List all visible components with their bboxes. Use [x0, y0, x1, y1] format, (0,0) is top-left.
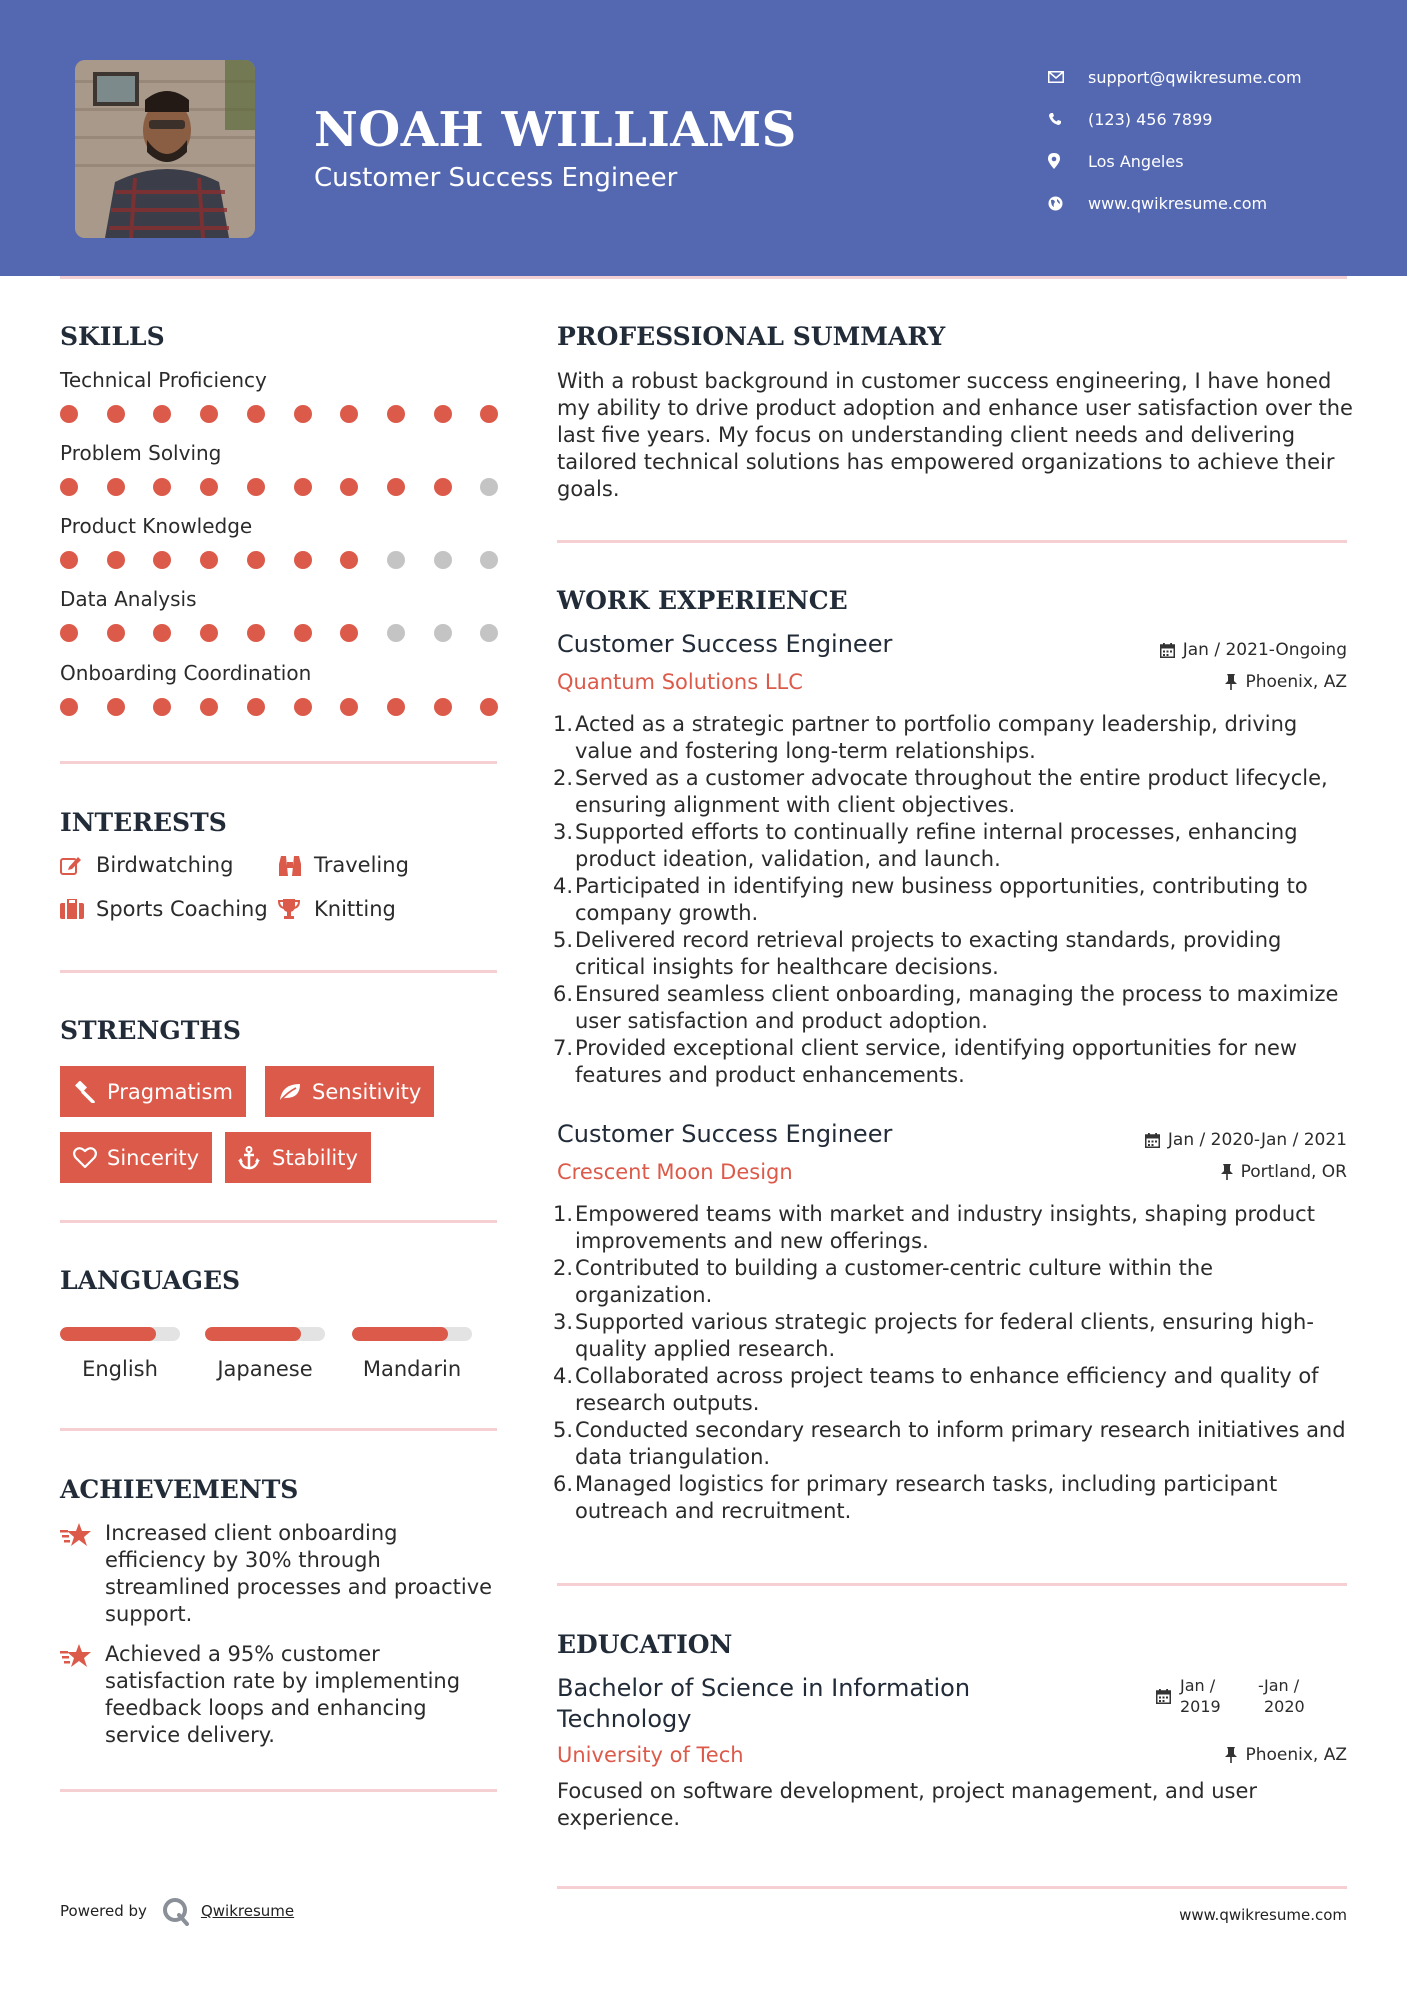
job-location-text: Portland, OR	[1240, 1162, 1347, 1182]
list-item-text: Managed logistics for primary research tasks, including participant outreach and recruitment.	[575, 1472, 1278, 1523]
contact-website-text: www.qwikresume.com	[1088, 193, 1268, 213]
interest-label: Sports Coaching	[96, 897, 268, 921]
skill-dot-filled	[294, 698, 312, 716]
skill-dot-filled	[294, 478, 312, 496]
candidate-name: NOAH WILLIAMS	[314, 102, 797, 158]
job-title: Customer Success Engineer	[557, 1120, 893, 1148]
list-item-text: Provided exceptional client service, identifying opportunities for new features and product enhancements.	[575, 1036, 1298, 1087]
contact-email-text: support@qwikresume.com	[1088, 67, 1302, 87]
language-bar-fill	[60, 1327, 156, 1341]
list-item-text: Empowered teams with market and industry insights, shaping product improvements and new offerings.	[575, 1202, 1315, 1253]
footer-website-link[interactable]: www.qwikresume.com	[1179, 1906, 1347, 1924]
languages-heading: LANGUAGES	[60, 1266, 241, 1295]
list-item-text: Acted as a strategic partner to portfolio company leadership, driving value and fostering long-term relationships.	[575, 712, 1298, 763]
list-item-text: Collaborated across project teams to enhance efficiency and quality of research outputs.	[575, 1364, 1319, 1415]
skill-dot-filled	[200, 405, 218, 423]
skill-dot-filled	[107, 551, 125, 569]
skill-dot-filled	[60, 478, 78, 496]
gavel-icon	[73, 1081, 107, 1103]
language-bar	[205, 1327, 325, 1341]
list-item: 6. Ensured seamless client onboarding, managing the process to maximize user satisfaction and product adoption.	[553, 981, 1353, 1035]
job-location	[1221, 1162, 1347, 1182]
skill-dot-filled	[294, 551, 312, 569]
achievement-text: Increased client onboarding efficiency by 30% through streamlined processes and proactive support.	[105, 1521, 493, 1626]
globe-icon	[1048, 196, 1088, 211]
qwikresume-logo-icon	[161, 1896, 191, 1926]
skill-rating	[60, 476, 500, 496]
skill-dot-filled	[340, 698, 358, 716]
language-name: Japanese	[217, 1357, 313, 1381]
skill-dot-filled	[153, 624, 171, 642]
section-divider	[60, 761, 497, 764]
language-bar	[352, 1327, 472, 1341]
skill-dot-filled	[480, 698, 498, 716]
section-divider	[557, 540, 1347, 543]
skill-dot-empty	[480, 624, 498, 642]
phone-icon	[1048, 112, 1088, 126]
section-divider	[60, 1789, 497, 1792]
list-item-text: Supported various strategic projects for federal clients, ensuring high-quality applied research.	[575, 1310, 1314, 1361]
language-bar	[60, 1327, 180, 1341]
skill-dot-filled	[153, 551, 171, 569]
list-item: 7. Provided exceptional client service, identifying opportunities for new features and product enhancements.	[553, 1035, 1353, 1089]
job-dates-text: Jan / 2020-Jan / 2021	[1167, 1130, 1347, 1150]
list-item: 1. Empowered teams with market and industry insights, shaping product improvements and new offerings.	[553, 1201, 1353, 1255]
education-heading: EDUCATION	[557, 1630, 733, 1659]
skill-dot-filled	[200, 698, 218, 716]
qwikresume-link[interactable]: Qwikresume	[200, 1902, 295, 1920]
education-degree: Bachelor of Science in Information Technology	[557, 1674, 971, 1733]
skill-dot-empty	[434, 624, 452, 642]
skill-dot-empty	[387, 551, 405, 569]
job-dates	[1160, 640, 1347, 660]
list-item: 2. Served as a customer advocate throughout the entire product lifecycle, ensuring alignment with client objectives.	[553, 765, 1353, 819]
achievements-heading: ACHIEVEMENTS	[60, 1475, 299, 1504]
skill-dot-filled	[480, 405, 498, 423]
anchor-icon	[238, 1146, 272, 1170]
briefcase-icon	[60, 899, 96, 919]
strength-tag	[60, 1066, 246, 1117]
skill-dot-filled	[340, 551, 358, 569]
list-item: 5. Delivered record retrieval projects to exacting standards, providing critical insights for healthcare decisions.	[553, 927, 1353, 981]
list-item-text: Participated in identifying new business opportunities, contributing to company growth.	[575, 874, 1308, 925]
summary-heading: PROFESSIONAL SUMMARY	[557, 322, 946, 351]
skill-dot-empty	[387, 624, 405, 642]
list-item: 4. Collaborated across project teams to enhance efficiency and quality of research outputs.	[553, 1363, 1353, 1417]
skill-dot-filled	[60, 551, 78, 569]
interests-heading: INTERESTS	[60, 808, 227, 837]
list-item: 6. Managed logistics for primary research tasks, including participant outreach and recruitment.	[553, 1471, 1353, 1525]
job-responsibilities	[553, 711, 1353, 1089]
skill-dot-filled	[340, 624, 358, 642]
skill-dot-filled	[107, 624, 125, 642]
interest-item	[278, 853, 409, 877]
skill-dot-filled	[387, 405, 405, 423]
education-location	[1225, 1745, 1347, 1765]
education-location-text: Phoenix, AZ	[1245, 1745, 1347, 1765]
calendar-icon	[1156, 1689, 1171, 1708]
skill-rating	[60, 696, 500, 716]
leaf-icon	[278, 1082, 312, 1102]
contact-website[interactable]	[1048, 182, 1302, 224]
job-dates	[1145, 1130, 1347, 1150]
achievement-text: Achieved a 95% customer satisfaction rate by implementing feedback loops and enhancing service delivery.	[105, 1642, 461, 1747]
section-divider	[557, 1886, 1347, 1889]
powered-by-label: Powered by	[60, 1902, 147, 1920]
language-bar-fill	[352, 1327, 448, 1341]
job-responsibilities	[553, 1201, 1353, 1525]
language-name: English	[82, 1357, 158, 1381]
header-banner	[0, 0, 1407, 276]
map-pin-icon	[1048, 153, 1088, 169]
trophy-icon	[278, 898, 314, 920]
language-name: Mandarin	[362, 1357, 462, 1381]
strength-tag	[60, 1132, 212, 1183]
skill-dot-filled	[107, 405, 125, 423]
skill-dot-filled	[153, 478, 171, 496]
education-end-date: Jan / 2020	[1264, 1676, 1305, 1716]
list-item: 5. Conducted secondary research to inform primary research initiatives and data triangulation.	[553, 1417, 1353, 1471]
interest-item	[60, 897, 268, 921]
list-item: 4. Participated in identifying new business opportunities, contributing to company growth.	[553, 873, 1353, 927]
list-item-text: Delivered record retrieval projects to exacting standards, providing critical insights for healthcare decisions.	[575, 928, 1282, 979]
interest-label: Knitting	[314, 897, 396, 921]
skill-name: Product Knowledge	[60, 514, 253, 538]
binoculars-icon	[278, 854, 314, 876]
skill-dot-filled	[60, 698, 78, 716]
candidate-title: Customer Success Engineer	[314, 163, 678, 193]
section-divider	[60, 1220, 497, 1223]
strength-label: Sensitivity	[312, 1079, 422, 1104]
calendar-icon	[1160, 643, 1175, 658]
strength-tag	[225, 1132, 371, 1183]
job-company: Crescent Moon Design	[557, 1160, 793, 1184]
skill-dot-filled	[434, 478, 452, 496]
contact-location-text: Los Angeles	[1088, 151, 1184, 171]
list-item: 1. Acted as a strategic partner to portfolio company leadership, driving value and fostering long-term relationships.	[553, 711, 1353, 765]
contact-phone[interactable]	[1048, 98, 1302, 140]
list-item-text: Served as a customer advocate throughout the entire product lifecycle, ensuring alignment with client objectives.	[575, 766, 1328, 817]
calendar-icon	[1145, 1133, 1160, 1148]
contact-email[interactable]	[1048, 56, 1302, 98]
achievement-item	[60, 1641, 500, 1749]
job-company: Quantum Solutions LLC	[557, 670, 803, 694]
job-dates-text: Jan / 2021-Ongoing	[1182, 640, 1347, 660]
skill-dot-filled	[434, 698, 452, 716]
list-item: 3. Supported various strategic projects for federal clients, ensuring high-quality applied research.	[553, 1309, 1353, 1363]
skill-dot-filled	[60, 624, 78, 642]
strength-label: Sincerity	[107, 1145, 200, 1170]
skill-dot-filled	[340, 478, 358, 496]
skill-dot-filled	[200, 478, 218, 496]
education-start-date: Jan / 2019	[1180, 1676, 1221, 1716]
skill-dot-filled	[153, 698, 171, 716]
skill-dot-filled	[387, 478, 405, 496]
list-item-text: Contributed to building a customer-centric culture within the organization.	[575, 1256, 1214, 1307]
skill-dot-filled	[434, 405, 452, 423]
skill-dot-filled	[294, 405, 312, 423]
skill-dot-filled	[107, 698, 125, 716]
pushpin-icon	[1221, 1164, 1233, 1180]
skill-dot-filled	[247, 478, 265, 496]
skill-dot-filled	[387, 698, 405, 716]
interest-item	[278, 897, 396, 921]
skill-dot-empty	[480, 551, 498, 569]
skill-dot-filled	[294, 624, 312, 642]
education-description: Focused on software development, project management, and user experience.	[557, 1779, 1258, 1830]
job-location	[1225, 672, 1347, 692]
skill-name: Data Analysis	[60, 587, 197, 611]
star-icon	[60, 1641, 105, 1749]
skill-dot-filled	[247, 624, 265, 642]
skill-name: Problem Solving	[60, 441, 222, 465]
list-item: 3. Supported efforts to continually refine internal processes, enhancing product ideation, validation, and launch.	[553, 819, 1353, 873]
strength-label: Stability	[272, 1145, 358, 1170]
contact-list	[1048, 56, 1302, 224]
section-divider	[557, 1583, 1347, 1586]
heart-icon	[73, 1147, 107, 1168]
skill-dot-filled	[200, 624, 218, 642]
skills-heading: SKILLS	[60, 322, 165, 351]
skill-rating	[60, 549, 500, 569]
pushpin-icon	[1225, 674, 1237, 690]
experience-heading: WORK EXPERIENCE	[557, 586, 848, 615]
skill-dot-filled	[247, 405, 265, 423]
skill-name: Technical Proficiency	[60, 368, 267, 392]
skill-dot-filled	[153, 405, 171, 423]
interest-item	[60, 853, 233, 877]
strengths-heading: STRENGTHS	[60, 1016, 241, 1045]
language-bar-fill	[205, 1327, 301, 1341]
envelope-icon	[1048, 71, 1088, 83]
contact-phone-text: (123) 456 7899	[1088, 109, 1213, 129]
achievement-item	[60, 1520, 500, 1628]
skill-name: Onboarding Coordination	[60, 661, 312, 685]
list-item: 2. Contributed to building a customer-centric culture within the organization.	[553, 1255, 1353, 1309]
list-item-text: Supported efforts to continually refine internal processes, enhancing product ideation, validation, and launch.	[575, 820, 1298, 871]
pencil-icon	[60, 855, 96, 875]
skill-rating	[60, 403, 500, 423]
date-separator: -	[1258, 1676, 1264, 1695]
strength-label: Pragmatism	[107, 1079, 233, 1104]
skill-rating	[60, 622, 500, 642]
skill-dot-filled	[340, 405, 358, 423]
job-title: Customer Success Engineer	[557, 630, 893, 658]
footer-powered-by	[60, 1896, 294, 1926]
strength-tag	[265, 1066, 434, 1117]
skill-dot-empty	[434, 551, 452, 569]
list-item-text: Conducted secondary research to inform primary research initiatives and data triangulation.	[575, 1418, 1346, 1469]
pushpin-icon	[1225, 1747, 1237, 1763]
education-school: University of Tech	[557, 1743, 744, 1767]
job-location-text: Phoenix, AZ	[1245, 672, 1347, 692]
section-divider	[60, 970, 497, 973]
skill-dot-filled	[60, 405, 78, 423]
star-icon	[60, 1520, 105, 1628]
summary-text: With a robust background in customer success engineering, I have honed my ability to drive product adoption and enhance user satisfaction over the last five years. My focus on understanding client needs and delivering tailored technical solutions has empowered organizations to achieve their goals.	[557, 369, 1353, 501]
interest-label: Traveling	[314, 853, 409, 877]
list-item-text: Ensured seamless client onboarding, managing the process to maximize user satisfaction and product adoption.	[575, 982, 1339, 1033]
interest-label: Birdwatching	[96, 853, 234, 877]
header-divider	[60, 276, 1347, 279]
contact-location	[1048, 140, 1302, 182]
section-divider	[60, 1428, 497, 1431]
profile-photo	[75, 60, 255, 238]
skill-dot-filled	[247, 551, 265, 569]
skill-dot-filled	[107, 478, 125, 496]
skill-dot-filled	[247, 698, 265, 716]
skill-dot-filled	[200, 551, 218, 569]
skill-dot-empty	[480, 478, 498, 496]
